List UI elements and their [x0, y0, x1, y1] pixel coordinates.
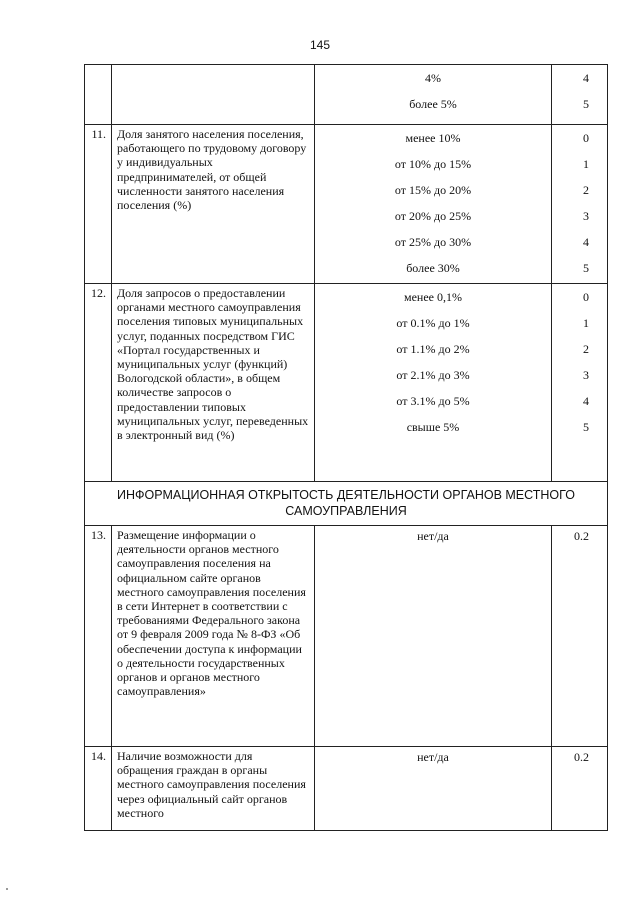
points-value: 0.2 — [574, 529, 589, 543]
value-range: более 30% — [406, 261, 460, 275]
value-range: свыше 5% — [406, 420, 460, 434]
points-value: 4 — [583, 394, 589, 408]
section-header-row — [85, 482, 608, 526]
value-range: нет/да — [417, 529, 449, 543]
points-value: 0.2 — [574, 750, 589, 764]
criteria-table — [84, 64, 608, 831]
table-row — [85, 526, 608, 747]
value-range: от 10% до 15% — [394, 157, 472, 171]
value-range: от 25% до 30% — [394, 235, 472, 249]
row-number: 11. — [85, 125, 112, 284]
page-number: 145 — [309, 38, 331, 52]
indicator-name-cell — [112, 65, 315, 125]
indicator-name: Доля запросов о предоставлении органами местного самоуправления поселения типовых муниципальных услуг, поданных посредством ГИС «Портал государственных и муниципальных услуг (функций) Вологодской области», в общем количестве запросов о предоставлении типовых муниципальных услуг, переведенных в электронный вид (%) — [112, 284, 315, 482]
value-range: нет/да — [417, 750, 449, 764]
points-value: 2 — [583, 342, 589, 356]
points-value: 0 — [583, 131, 589, 145]
scan-speck — [6, 888, 8, 890]
value-range: менее 10% — [405, 131, 461, 145]
value-ranges-cell — [315, 747, 552, 831]
points-cell — [552, 125, 608, 284]
points-value: 4 — [583, 235, 589, 249]
value-ranges-cell — [315, 125, 552, 284]
points-value: 5 — [583, 261, 589, 275]
points-cell — [552, 65, 608, 125]
points-value: 5 — [583, 97, 589, 111]
indicator-name: Доля занятого населения поселения, работающего по трудовому договору у индивидуальных предпринимателей, от общей численности занятого населения поселения (%) — [112, 125, 315, 284]
value-ranges-cell — [315, 526, 552, 747]
points-value: 3 — [583, 368, 589, 382]
row-number: 14. — [85, 747, 112, 831]
table-row — [85, 284, 608, 482]
points-cell — [552, 747, 608, 831]
indicator-name: Наличие возможности для обращения граждан в органы местного самоуправления поселения через официальный сайт органов местного — [112, 747, 315, 831]
points-cell — [552, 284, 608, 482]
value-range: от 15% до 20% — [394, 183, 472, 197]
indicator-name: Размещение информации о деятельности органов местного самоуправления поселения на официальном сайте органов местного самоуправления поселения в сети Интернет в соответствии с требованиями Федерального закона от 9 февраля 2009 года № 8-ФЗ «Об обеспечении доступа к информации о деятельности государственных органов и органов местного самоуправления» — [112, 526, 315, 747]
row-number-cell — [85, 65, 112, 125]
points-value: 2 — [583, 183, 589, 197]
value-range: менее 0,1% — [404, 290, 462, 304]
points-value: 4 — [583, 71, 589, 85]
points-value: 5 — [583, 420, 589, 434]
value-range: от 20% до 25% — [394, 209, 472, 223]
table-row — [85, 125, 608, 284]
points-value: 3 — [583, 209, 589, 223]
value-range: от 0.1% до 1% — [396, 316, 470, 330]
value-range: более 5% — [409, 97, 457, 111]
row-number: 12. — [85, 284, 112, 482]
value-range: от 3.1% до 5% — [396, 394, 470, 408]
value-ranges-cell — [315, 284, 552, 482]
value-range: 4% — [425, 71, 441, 85]
points-value: 1 — [583, 316, 589, 330]
table-row — [85, 747, 608, 831]
points-value: 1 — [583, 157, 589, 171]
value-range: от 2.1% до 3% — [396, 368, 470, 382]
value-range: от 1.1% до 2% — [396, 342, 470, 356]
points-cell — [552, 526, 608, 747]
value-ranges-cell — [315, 65, 552, 125]
section-title: ИНФОРМАЦИОННАЯ ОТКРЫТОСТЬ ДЕЯТЕЛЬНОСТИ ОРГАНОВ МЕСТНОГО САМОУПРАВЛЕНИЯ — [85, 482, 608, 526]
row-number: 13. — [85, 526, 112, 747]
points-value: 0 — [583, 290, 589, 304]
table-row — [85, 65, 608, 125]
